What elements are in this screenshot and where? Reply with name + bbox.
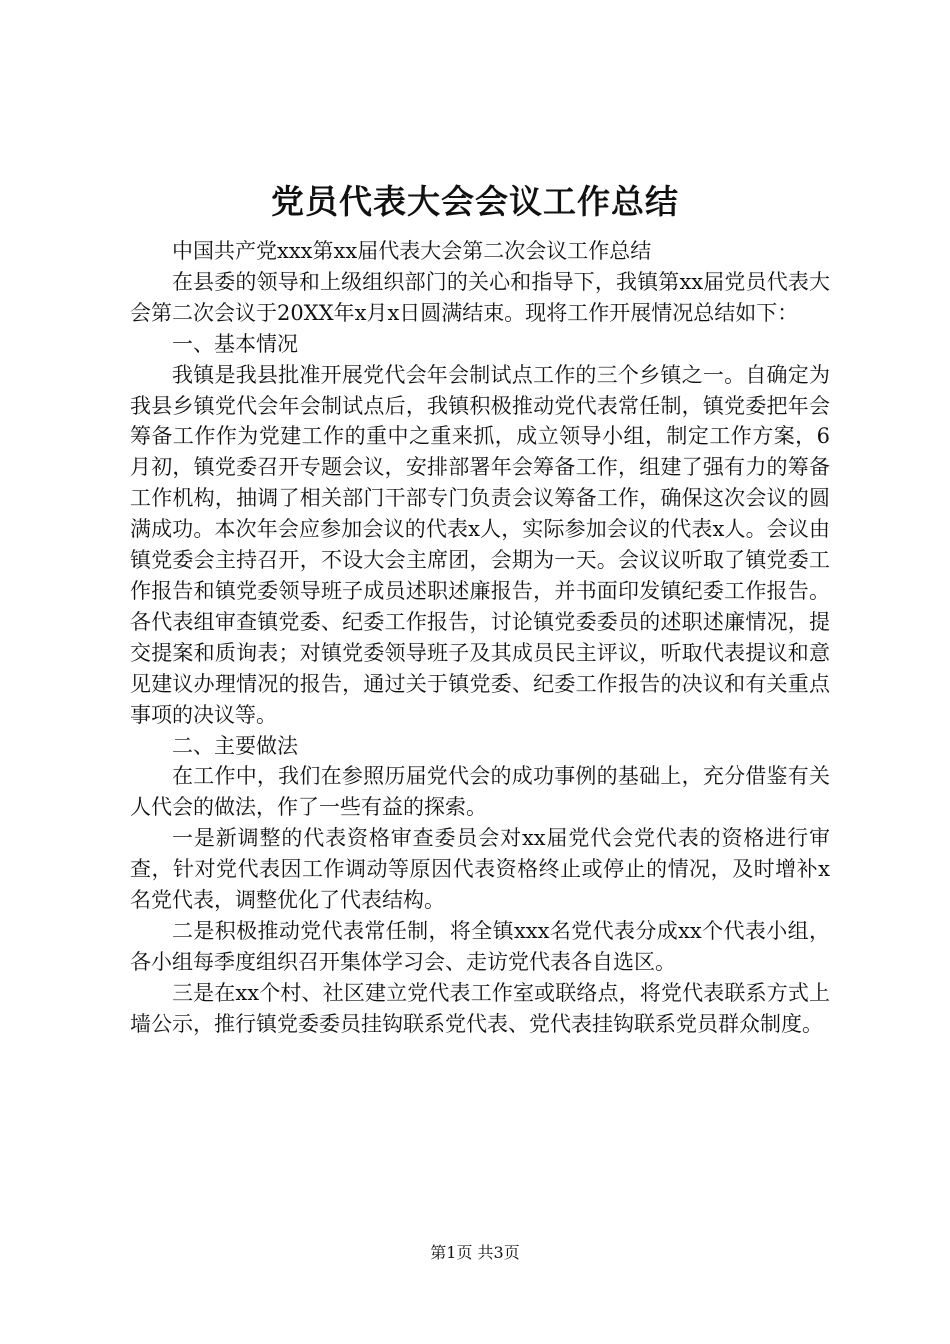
document-body [130,236,830,1040]
section-heading-methods: 二、主要做法 [172,733,298,758]
paragraph-method-1: 一是新调整的代表资格审查委员会对xx届党代会党代表的资格进行审查，针对党代表因工作调动等原因代表资格终止或停止的情况，及时增补x名党代表，调整优化了代表结构。 [130,826,830,913]
paragraph-intro: 在县委的领导和上级组织部门的关心和指导下，我镇第xx届党员代表大会第二次会议于20XX年x月x日圆满结束。现将工作开展情况总结如下： [130,269,830,325]
page-indicator: 第1页 共3页 [430,1243,520,1262]
paragraph-subtitle: 中国共产党xxx第xx届代表大会第二次会议工作总结 [172,239,652,263]
document-title: 党员代表大会会议工作总结 [271,182,679,221]
paragraph-methods-intro: 在工作中，我们在参照历届党代会的成功事例的基础上，充分借鉴有关人代会的做法，作了一些有益的探索。 [130,764,830,820]
section-heading-basic: 一、基本情况 [172,331,298,356]
paragraph-method-3: 三是在xx个村、社区建立党代表工作室或联络点，将党代表联系方式上墙公示，推行镇党委委员挂钩联系党代表、党代表挂钩联系党员群众制度。 [130,980,830,1036]
paragraph-method-2: 二是积极推动党代表常任制，将全镇xxx名党代表分成xx个代表小组，各小组每季度组织召开集体学习会、走访党代表各自选区。 [130,918,830,974]
paragraph-basic-situation: 我镇是我县批准开展党代会年会制试点工作的三个乡镇之一。自确定为我县乡镇党代会年会制试点后，我镇积极推动党代表常任制，镇党委把年会筹备工作作为党建工作的重中之重来抓，成立领导小组，制定工作方案，6月初，镇党委召开专题会议，安排部署年会筹备工作，组建了强有力的筹备工作机构，抽调了相关部门干部专门负责会议筹备工作，确保这次会议的圆满成功。本次年会应参加会议的代表x人，实际参加会议的代表x人。会议由镇党委会主持召开，不设大会主席团，会期为一天。会议议听取了镇党委工作报告和镇党委领导班子成员述职述廉报告，并书面印发镇纪委工作报告。各代表组审查镇党委、纪委工作报告，讨论镇党委委员的述职述廉情况，提交提案和质询表；对镇党委领导班子及其成员民主评议，听取代表提议和意见建议办理情况的报告，通过关于镇党委、纪委工作报告的决议和有关重点事项的决议等。 [130,362,830,727]
